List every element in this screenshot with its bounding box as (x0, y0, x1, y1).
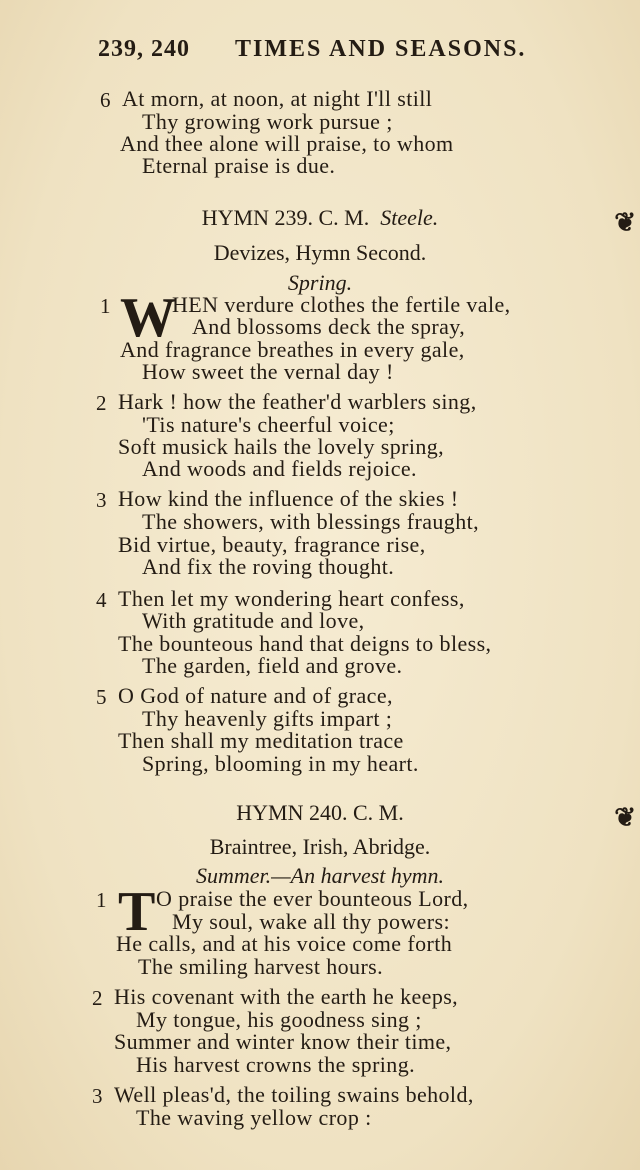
verse-line: Bid virtue, beauty, fragrance rise, (118, 532, 426, 557)
verse-line: 'Tis nature's cheerful voice; (142, 412, 395, 437)
verse-line: Thy growing work pursue ; (142, 109, 393, 134)
verse-line: Soft musick hails the lovely spring, (118, 434, 445, 459)
season-subtitle: Spring. (287, 270, 353, 295)
page-numbers: 239, 240 (98, 36, 190, 62)
verse-line: The smiling harvest hours. (138, 954, 384, 979)
verse-line: How sweet the vernal day ! (142, 359, 394, 384)
verse-line: Then let my wondering heart confess, (118, 586, 465, 611)
stanza-number: 1 (100, 294, 111, 318)
stanza-number: 2 (92, 986, 103, 1010)
stanza-number: 2 (96, 391, 107, 415)
drop-cap: T (118, 881, 156, 943)
stanza-number: 6 (100, 88, 111, 112)
verse-line: Thy heavenly gifts impart ; (142, 706, 393, 731)
verse-line: How kind the influence of the skies ! (118, 486, 459, 511)
stanza-number: 5 (96, 685, 107, 709)
verse-line: Hark ! how the feather'd warblers sing, (118, 389, 477, 414)
verse-line: The showers, with blessings fraught, (142, 509, 480, 534)
verse-line: HEN verdure clothes the fertile vale, (172, 292, 511, 317)
verse-line: With gratitude and love, (142, 608, 365, 633)
stanza-number: 4 (96, 588, 107, 612)
tune-names: Devizes, Hymn Second. (213, 240, 427, 265)
verse-line: His covenant with the earth he keeps, (114, 984, 459, 1009)
verse-line: My soul, wake all thy powers: (172, 909, 451, 934)
verse-line: And thee alone will praise, to whom (120, 131, 454, 156)
verse-line: O praise the ever bounteous Lord, (156, 886, 469, 911)
verse-line: And blossoms deck the spray, (192, 314, 466, 339)
verse-line: The garden, field and grove. (142, 653, 403, 678)
season-subtitle: Summer.—An harvest hymn. (195, 863, 445, 888)
verse-line: My tongue, his goodness sing ; (136, 1007, 422, 1032)
verse-line: O God of nature and of grace, (118, 683, 393, 708)
verse-line: And fix the roving thought. (142, 554, 395, 579)
verse-line: The waving yellow crop : (136, 1105, 372, 1130)
verse-line: At morn, at noon, at night I'll still (122, 86, 433, 111)
verse-line: His harvest crowns the spring. (136, 1052, 416, 1077)
verse-line: He calls, and at his voice come forth (116, 931, 453, 956)
verse-line: The bounteous hand that deigns to bless, (118, 631, 492, 656)
stanza-number: 3 (92, 1084, 103, 1108)
running-title: TIMES AND SEASONS. (235, 36, 527, 62)
running-header (98, 36, 600, 63)
hymn-author: Steele. (380, 205, 439, 230)
stanza-number: 3 (96, 488, 107, 512)
hymn-239-heading (0, 205, 640, 231)
verse-line: Well pleas'd, the toiling swains behold, (114, 1082, 474, 1107)
stanza-number: 1 (96, 888, 107, 912)
verse-line: Spring, blooming in my heart. (142, 751, 419, 776)
tune-names: Braintree, Irish, Abridge. (209, 834, 431, 859)
ornament-icon: ❦ (614, 208, 636, 237)
verse-line: And fragrance breathes in every gale, (120, 337, 465, 362)
verse-line: Summer and winter know their time, (114, 1029, 452, 1054)
verse-line: And woods and fields rejoice. (142, 456, 417, 481)
ornament-icon: ❦ (614, 803, 636, 832)
hymn-240-heading: HYMN 240. C. M. (236, 800, 404, 825)
verse-line: Eternal praise is due. (142, 153, 336, 178)
hymn-number: HYMN 239. C. M. (201, 205, 370, 230)
verse-line: Then shall my meditation trace (118, 728, 404, 753)
drop-cap: W (120, 287, 176, 349)
